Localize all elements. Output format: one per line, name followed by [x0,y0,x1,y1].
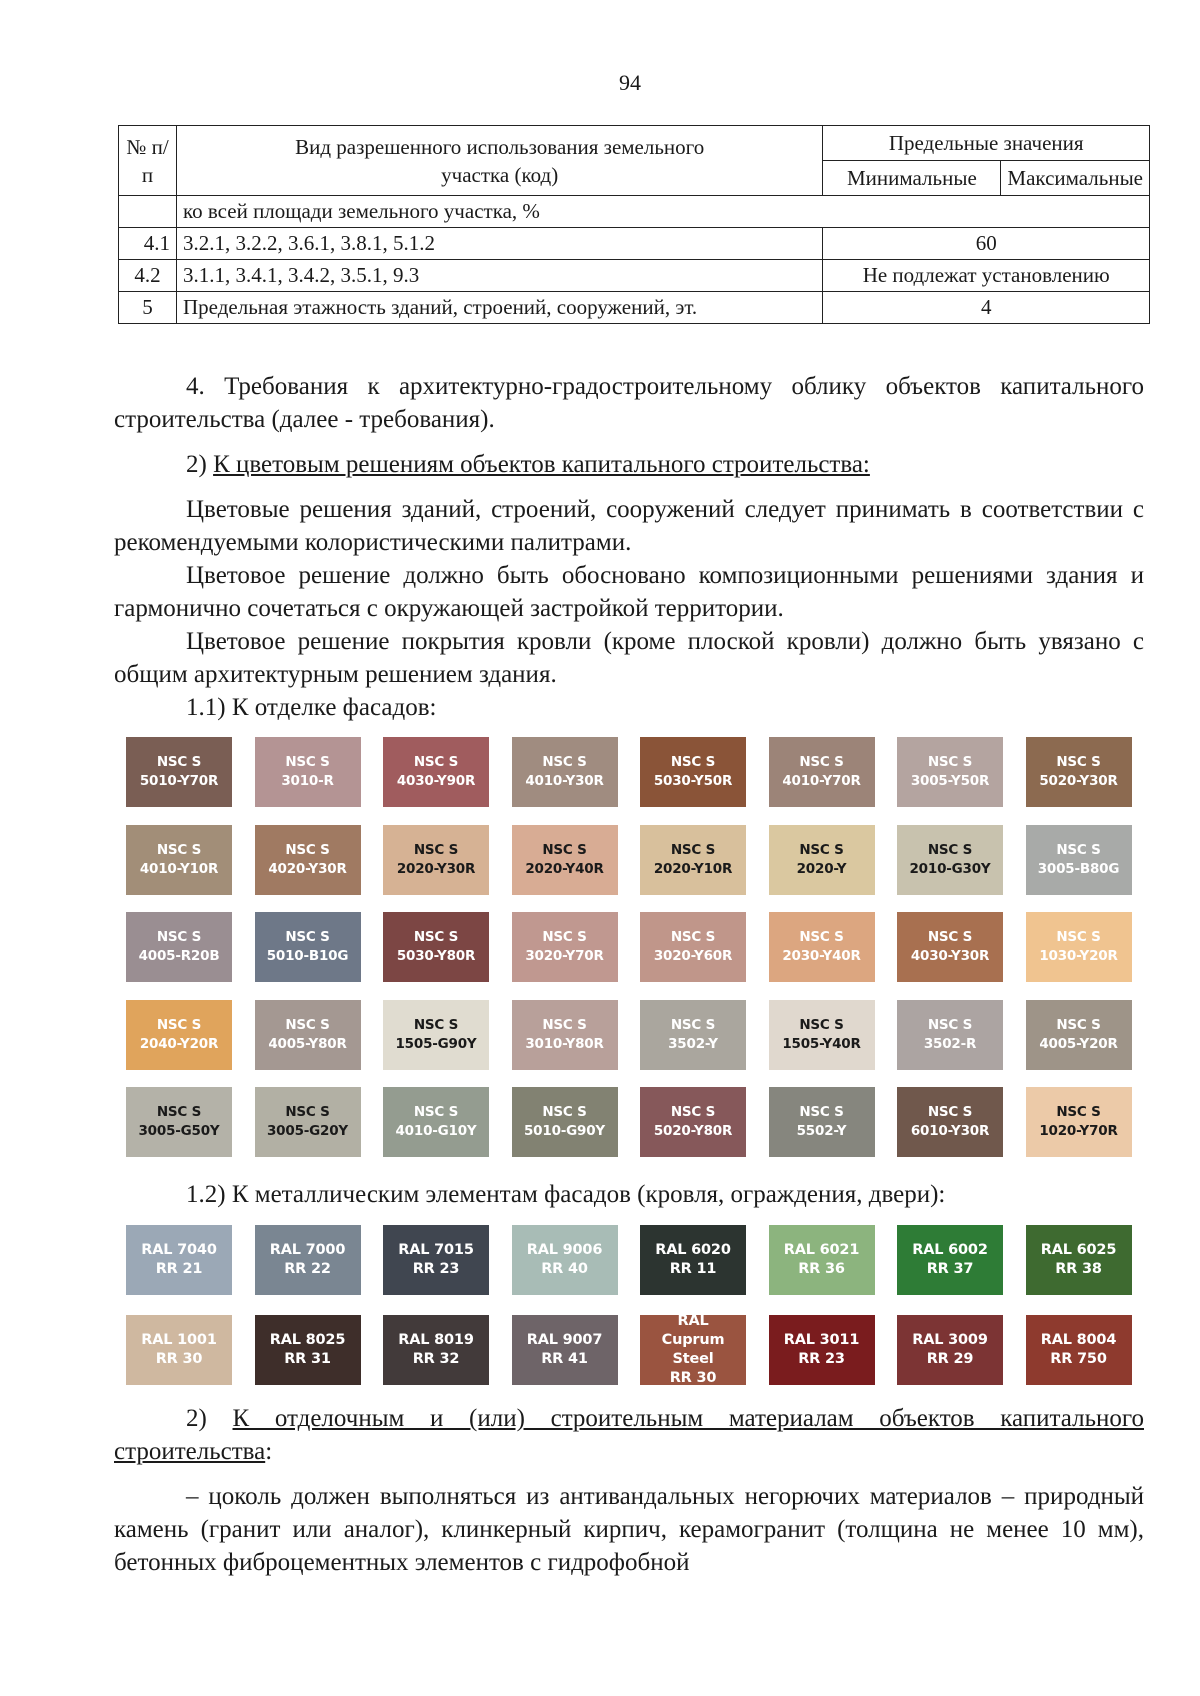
color-swatch: RAL 6020 RR 11 [640,1225,746,1295]
color-swatch: NSC S 5020-Y30R [1026,737,1132,807]
heading-colon: : [265,1438,273,1465]
color-swatch: NSC S 4010-G10Y [383,1087,489,1157]
color-swatch: RAL 7015 RR 23 [383,1225,489,1295]
color-swatch: NSC S 6010-Y30R [897,1087,1003,1157]
color-swatch: NSC S 2020-Y40R [512,825,618,895]
metal-heading-block [114,1178,1144,1211]
color-swatch: RAL 7000 RR 22 [255,1225,361,1295]
paragraph-color-composition: Цветовое решение должно быть обосновано композиционными решениями здания и гармонично сочетаться с окружающей застройкой территории. [114,562,1144,622]
table-row [119,292,1150,324]
heading-number: 2) [186,1405,207,1432]
row-text: 3.2.1, 3.2.2, 3.6.1, 3.8.1, 5.1.2 [177,228,823,260]
page-number: 94 [619,70,641,95]
metal-color-palette [126,1225,1132,1385]
color-swatch: RAL 9007 RR 41 [512,1315,618,1385]
color-swatch: NSC S 4020-Y30R [255,825,361,895]
color-swatch: NSC S 2020-Y30R [383,825,489,895]
paragraph-materials-heading [114,1402,1144,1468]
materials-text [114,1402,1144,1579]
color-swatch: RAL 7040 RR 21 [126,1225,232,1295]
requirements-text [114,370,1144,724]
color-swatch: NSC S 5010-G90Y [512,1087,618,1157]
color-swatch: NSC S 2010-G30Y [897,825,1003,895]
color-swatch: NSC S 3502-R [897,1000,1003,1070]
paragraph-color-palettes: Цветовые решения зданий, строений, сооружений следует принимать в соответствии с рекомендуемыми колористическими палитрами. [114,496,1144,556]
row-number: 4.1 [119,228,177,260]
color-swatch: NSC S 2020-Y10R [640,825,746,895]
paragraph-roof-color: Цветовое решение покрытия кровли (кроме плоской кровли) должно быть увязано с общим архитектурным решением здания. [114,628,1144,688]
color-swatch: RAL 9006 RR 40 [512,1225,618,1295]
row-text: Предельная этажность зданий, строений, сооружений, эт. [177,292,823,324]
row-text: 3.1.1, 3.4.1, 3.4.2, 3.5.1, 9.3 [177,260,823,292]
color-swatch: RAL 6021 RR 36 [769,1225,875,1295]
color-swatch: NSC S 2020-Y [769,825,875,895]
color-swatch: NSC S 5010-B10G [255,912,361,982]
row-value: 4 [823,292,1150,324]
color-swatch: NSC S 3502-Y [640,1000,746,1070]
color-swatch: RAL 6002 RR 37 [897,1225,1003,1295]
color-swatch: NSC S 3010-R [255,737,361,807]
color-swatch: NSC S 1505-Y40R [769,1000,875,1070]
row-value: 60 [823,228,1150,260]
color-swatch: RAL 1001 RR 30 [126,1315,232,1385]
table-row [119,228,1150,260]
color-swatch: NSC S 5030-Y80R [383,912,489,982]
color-swatch: NSC S 4030-Y90R [383,737,489,807]
color-swatch: NSC S 4010-Y10R [126,825,232,895]
color-swatch: NSC S 3005-G20Y [255,1087,361,1157]
color-swatch: NSC S 4030-Y30R [897,912,1003,982]
col-header-min: Минимальные [823,161,1001,196]
paragraph-metal-heading: 1.2) К металлическим элементам фасадов (кровля, ограждения, двери): [186,1181,946,1208]
row-number [119,196,177,228]
color-swatch: NSC S 4010-Y70R [769,737,875,807]
table-row [119,260,1150,292]
color-swatch: NSC S 2040-Y20R [126,1000,232,1070]
color-swatch: NSC S 3005-G50Y [126,1087,232,1157]
color-swatch: NSC S 4005-Y20R [1026,1000,1132,1070]
facade-color-palette [126,737,1132,1157]
color-swatch: NSC S 4005-R20B [126,912,232,982]
color-swatch: NSC S 3005-Y50R [897,737,1003,807]
heading-number: 2) [186,451,207,478]
color-swatch: RAL 8025 RR 31 [255,1315,361,1385]
color-swatch: NSC S 5502-Y [769,1087,875,1157]
col-header-max: Максимальные [1001,161,1150,196]
row-text: ко всей площади земельного участка, % [177,196,1150,228]
color-swatch: RAL 3011 RR 23 [769,1315,875,1385]
col-header-limits: Предельные значения [823,126,1150,161]
col-header-type: Вид разрешенного использования земельного участка (код) [177,126,823,196]
color-swatch: NSC S 1030-Y20R [1026,912,1132,982]
color-swatch: RAL 8019 RR 32 [383,1315,489,1385]
row-value: Не подлежат установлению [823,260,1150,292]
color-swatch: NSC S 1020-Y70R [1026,1087,1132,1157]
row-number: 4.2 [119,260,177,292]
regulations-table [118,125,1150,324]
color-swatch: NSC S 1505-G90Y [383,1000,489,1070]
color-swatch: NSC S 5020-Y80R [640,1087,746,1157]
color-swatch: NSC S 3005-B80G [1026,825,1132,895]
heading-text: К отделочным и (или) строительным материалам объектов капитального строительства [114,1405,1144,1465]
paragraph-plinth: – цоколь должен выполняться из антивандальных негорючих материалов – природный камень (гранит или аналог), клинкерный кирпич, керамогранит (толщина не менее 10 мм), бетонных фиброцементных элементов с гидрофобной [114,1483,1144,1576]
color-swatch: NSC S 5010-Y70R [126,737,232,807]
color-swatch: NSC S 3020-Y60R [640,912,746,982]
col-header-number: № п/п [119,126,177,196]
row-number: 5 [119,292,177,324]
color-swatch: NSC S 5030-Y50R [640,737,746,807]
color-swatch: NSC S 2030-Y40R [769,912,875,982]
paragraph-requirements: 4. Требования к архитектурно-градостроительному облику объектов капитального строительства (далее - требования). [114,373,1144,433]
color-swatch: NSC S 4010-Y30R [512,737,618,807]
color-swatch: RAL 8004 RR 750 [1026,1315,1132,1385]
color-swatch: NSC S 3010-Y80R [512,1000,618,1070]
color-swatch: NSC S 4005-Y80R [255,1000,361,1070]
heading-text: К цветовым решениям объектов капитального строительства: [213,451,870,478]
paragraph-color-heading [114,448,1144,481]
color-swatch: RAL 3009 RR 29 [897,1315,1003,1385]
paragraph-facade-heading: 1.1) К отделке фасадов: [186,694,437,721]
color-swatch: RAL 6025 RR 38 [1026,1225,1132,1295]
color-swatch: RAL Cuprum Steel RR 30 [640,1315,746,1385]
table-row [119,196,1150,228]
color-swatch: NSC S 3020-Y70R [512,912,618,982]
